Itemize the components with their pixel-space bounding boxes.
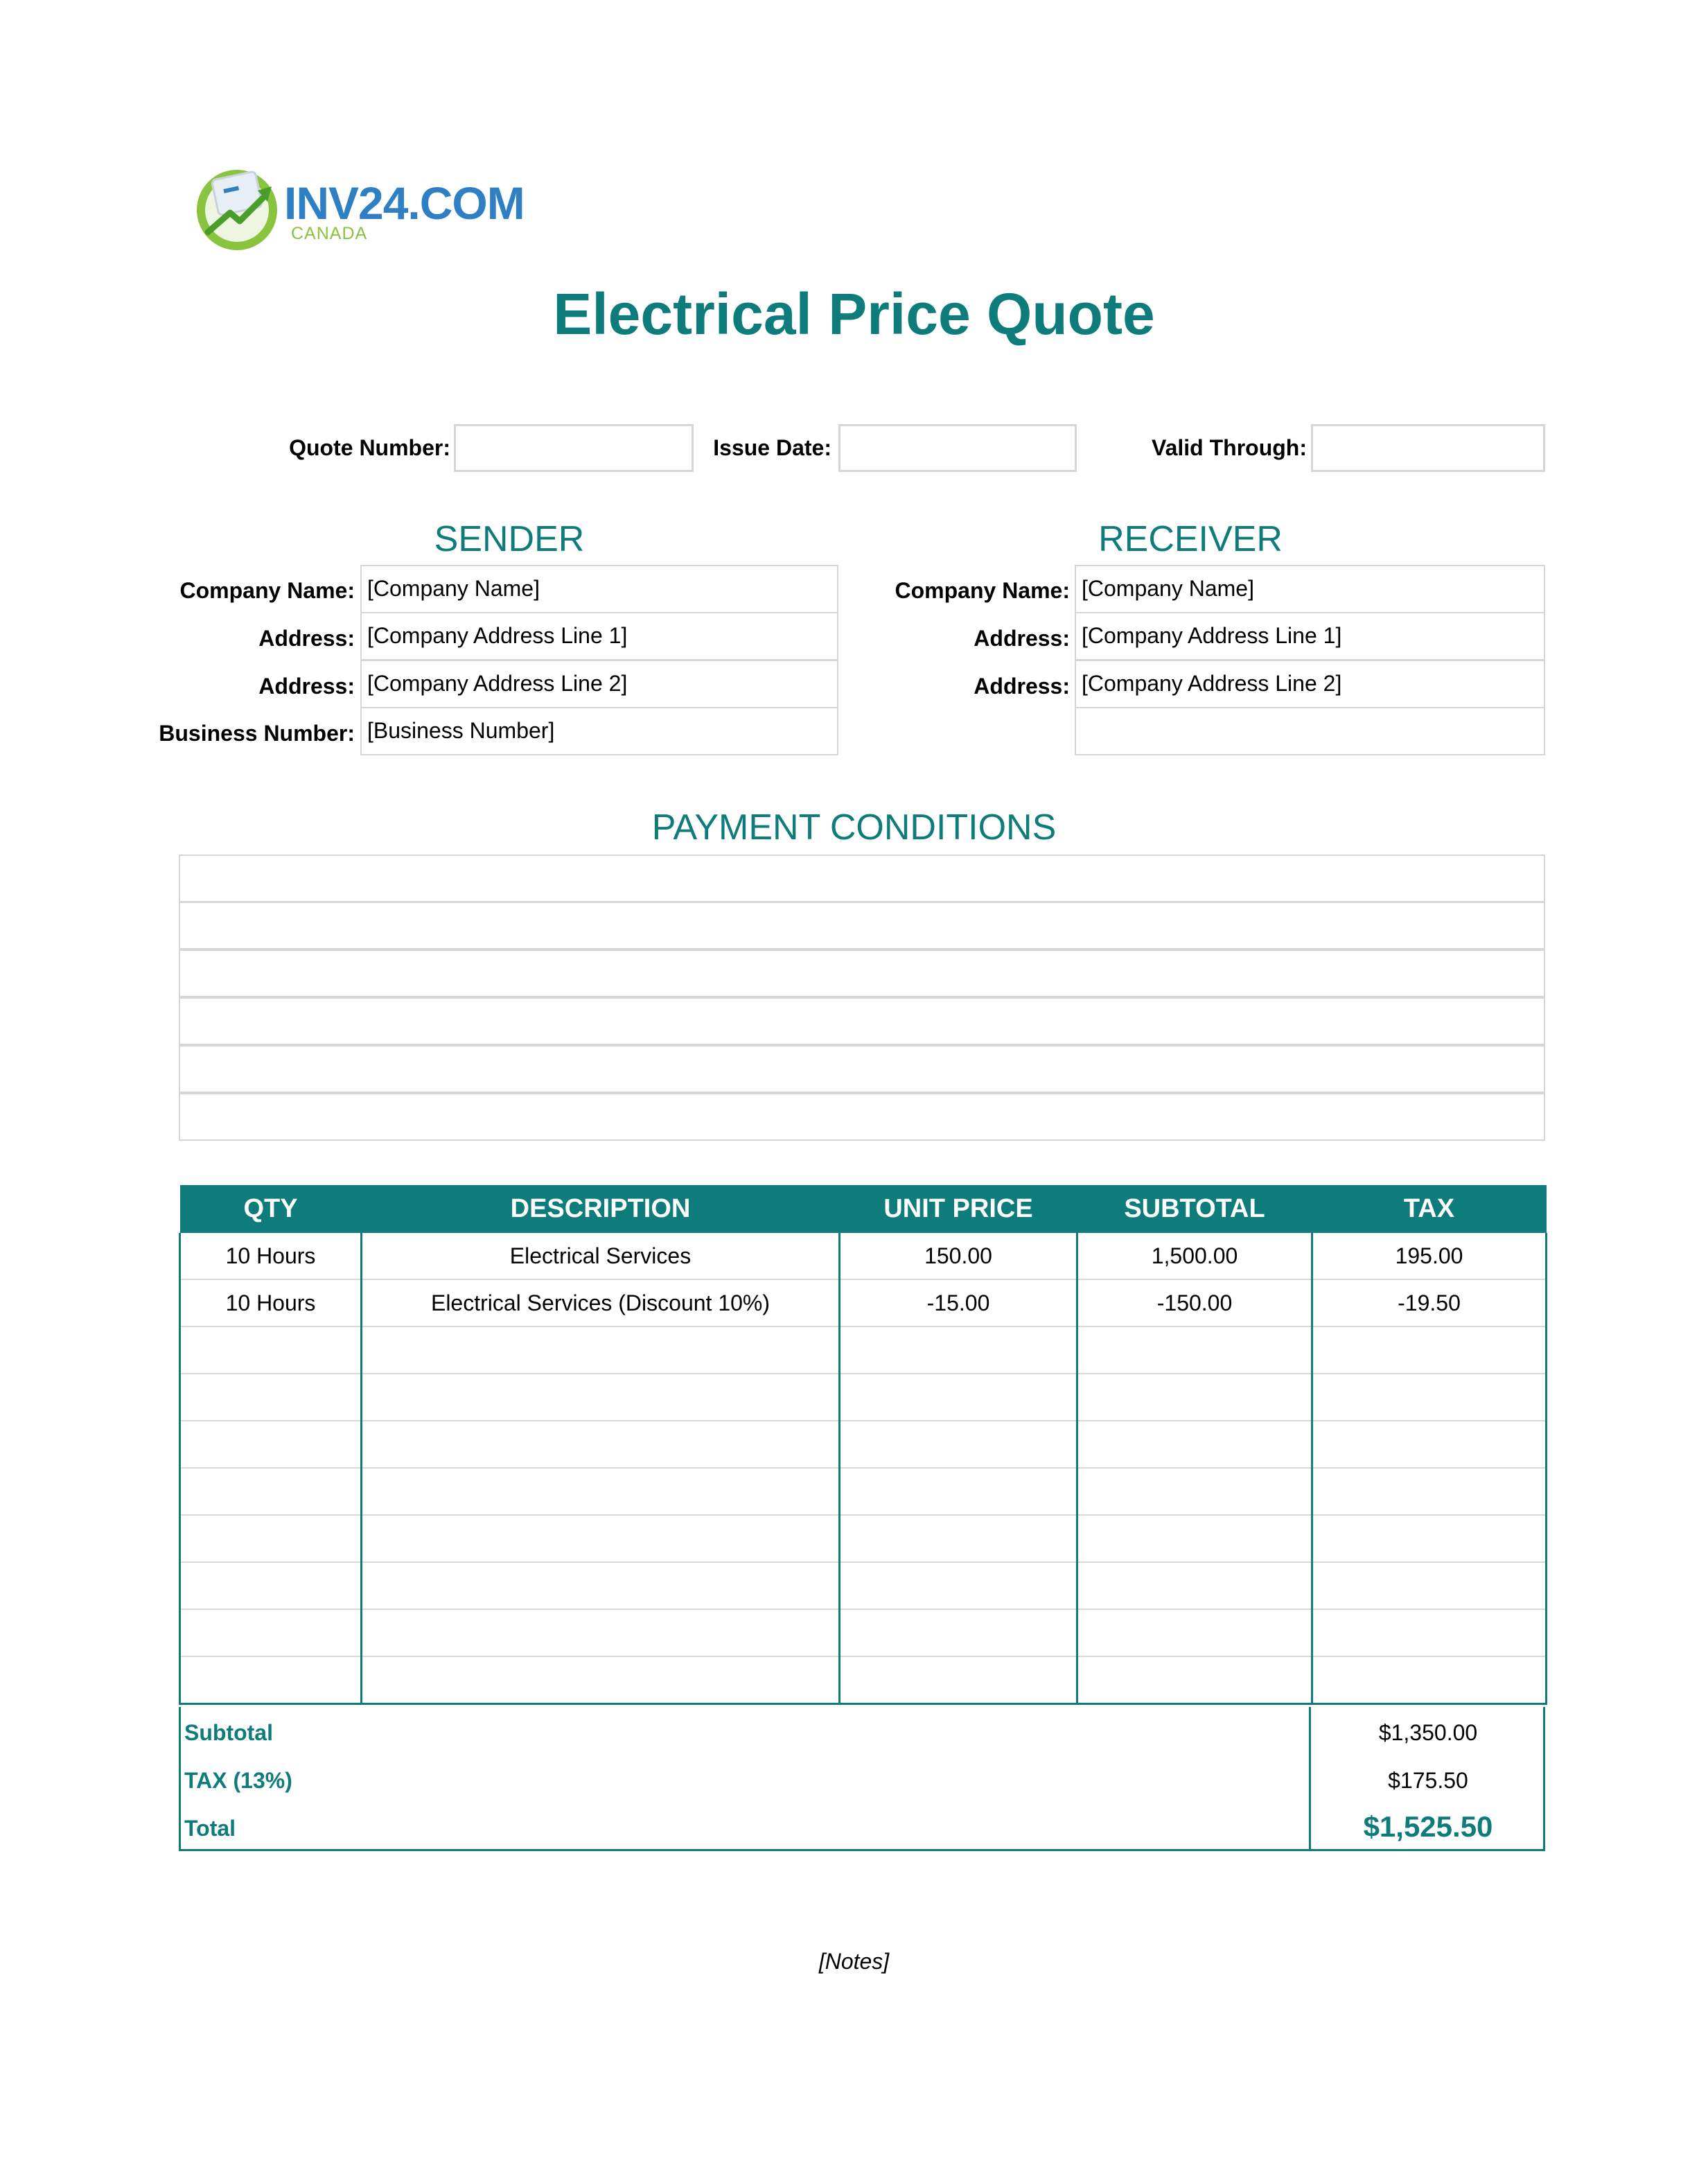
- table-row: [180, 1468, 1547, 1515]
- receiver-extra-field[interactable]: [1075, 707, 1545, 755]
- qty-cell[interactable]: [180, 1326, 362, 1374]
- unit-price-cell[interactable]: [840, 1609, 1077, 1656]
- receiver-address1-field[interactable]: [Company Address Line 1]: [1075, 612, 1545, 660]
- receiver-company-label: Company Name:: [895, 578, 1070, 603]
- description-cell[interactable]: [362, 1656, 840, 1704]
- subtotal-cell[interactable]: 1,500.00: [1077, 1233, 1312, 1279]
- subtotal-cell[interactable]: [1077, 1326, 1312, 1374]
- table-row: [180, 1421, 1547, 1468]
- unit-price-cell[interactable]: 150.00: [840, 1233, 1077, 1279]
- sender-address1-field[interactable]: [Company Address Line 1]: [360, 612, 838, 660]
- payment-condition-line[interactable]: [179, 1093, 1545, 1141]
- qty-cell[interactable]: [180, 1609, 362, 1656]
- subtotal-value: $1,350.00: [1378, 1720, 1478, 1745]
- issue-date-label: Issue Date:: [713, 435, 831, 460]
- table-row: [180, 1233, 1547, 1279]
- total-label: Total: [184, 1816, 236, 1841]
- sender-title: SENDER: [434, 519, 585, 559]
- description-cell[interactable]: [362, 1609, 840, 1656]
- description-cell[interactable]: [362, 1468, 840, 1515]
- qty-cell[interactable]: [180, 1374, 362, 1421]
- qty-cell[interactable]: 10 Hours: [180, 1279, 362, 1326]
- total-value: $1,525.50: [1363, 1810, 1493, 1843]
- tax-header: TAX: [1312, 1185, 1547, 1233]
- unit-price-header: UNIT PRICE: [840, 1185, 1077, 1233]
- unit-price-cell[interactable]: [840, 1656, 1077, 1704]
- subtotal-cell[interactable]: [1077, 1515, 1312, 1562]
- description-cell[interactable]: [362, 1326, 840, 1374]
- tax-cell[interactable]: [1312, 1656, 1547, 1704]
- qty-cell[interactable]: [180, 1468, 362, 1515]
- description-cell[interactable]: Electrical Services (Discount 10%): [362, 1279, 840, 1326]
- subtotal-header: SUBTOTAL: [1077, 1185, 1312, 1233]
- tax-cell[interactable]: [1312, 1562, 1547, 1609]
- payment-condition-line[interactable]: [179, 1045, 1545, 1093]
- brand-name: INV24.COM: [284, 177, 525, 229]
- payment-condition-line[interactable]: [179, 902, 1545, 949]
- valid-through-label: Valid Through:: [1152, 435, 1307, 460]
- qty-cell[interactable]: [180, 1421, 362, 1468]
- sender-address2-field[interactable]: [Company Address Line 2]: [360, 660, 838, 708]
- unit-price-cell[interactable]: -15.00: [840, 1279, 1077, 1326]
- payment-condition-line[interactable]: [179, 997, 1545, 1045]
- tax-cell[interactable]: [1312, 1468, 1547, 1515]
- receiver-address2-field[interactable]: [Company Address Line 2]: [1075, 660, 1545, 708]
- subtotal-cell[interactable]: [1077, 1562, 1312, 1609]
- payment-conditions-title: PAYMENT CONDITIONS: [651, 807, 1057, 848]
- unit-price-cell[interactable]: [840, 1421, 1077, 1468]
- logo-mark-icon: [194, 163, 284, 253]
- qty-header: QTY: [180, 1185, 362, 1233]
- tax-value: $175.50: [1388, 1768, 1468, 1793]
- subtotal-cell[interactable]: -150.00: [1077, 1279, 1312, 1326]
- table-row: [180, 1562, 1547, 1609]
- table-row: [180, 1609, 1547, 1656]
- tax-cell[interactable]: [1312, 1326, 1547, 1374]
- payment-condition-line[interactable]: [179, 949, 1545, 997]
- description-cell[interactable]: [362, 1562, 840, 1609]
- unit-price-cell[interactable]: [840, 1326, 1077, 1374]
- receiver-title: RECEIVER: [1098, 519, 1283, 559]
- tax-cell[interactable]: -19.50: [1312, 1279, 1547, 1326]
- notes[interactable]: [Notes]: [818, 1949, 890, 1974]
- subtotal-cell[interactable]: [1077, 1421, 1312, 1468]
- sender-company-field[interactable]: [Company Name]: [360, 565, 838, 613]
- description-cell[interactable]: Electrical Services: [362, 1233, 840, 1279]
- qty-cell[interactable]: [180, 1656, 362, 1704]
- receiver-address1-label: Address:: [974, 626, 1070, 651]
- tax-cell[interactable]: 195.00: [1312, 1233, 1547, 1279]
- issue-date-field[interactable]: [838, 424, 1077, 472]
- table-row: [180, 1656, 1547, 1704]
- description-header: DESCRIPTION: [362, 1185, 840, 1233]
- receiver-address2-label: Address:: [974, 674, 1070, 699]
- table-row: [180, 1515, 1547, 1562]
- qty-cell[interactable]: [180, 1515, 362, 1562]
- description-cell[interactable]: [362, 1374, 840, 1421]
- tax-cell[interactable]: [1312, 1421, 1547, 1468]
- unit-price-cell[interactable]: [840, 1468, 1077, 1515]
- items-header-row: [180, 1185, 1547, 1233]
- table-row: [180, 1374, 1547, 1421]
- tax-label: TAX (13%): [184, 1768, 292, 1793]
- table-row: [180, 1326, 1547, 1374]
- sender-address1-label: Address:: [258, 626, 355, 651]
- payment-condition-line[interactable]: [179, 855, 1545, 902]
- brand-region: CANADA: [291, 224, 368, 243]
- qty-cell[interactable]: 10 Hours: [180, 1233, 362, 1279]
- unit-price-cell[interactable]: [840, 1515, 1077, 1562]
- sender-business-number-field[interactable]: [Business Number]: [360, 707, 838, 755]
- table-row: [180, 1279, 1547, 1326]
- subtotal-label: Subtotal: [184, 1720, 273, 1745]
- quote-number-label: Quote Number:: [289, 435, 450, 460]
- sender-business-number-label: Business Number:: [159, 721, 355, 746]
- sender-address2-label: Address:: [258, 674, 355, 699]
- tax-cell[interactable]: [1312, 1374, 1547, 1421]
- subtotal-cell[interactable]: [1077, 1374, 1312, 1421]
- valid-through-field[interactable]: [1311, 424, 1545, 472]
- subtotal-cell[interactable]: [1077, 1656, 1312, 1704]
- qty-cell[interactable]: [180, 1562, 362, 1609]
- subtotal-cell[interactable]: [1077, 1609, 1312, 1656]
- description-cell[interactable]: [362, 1515, 840, 1562]
- description-cell[interactable]: [362, 1421, 840, 1468]
- unit-price-cell[interactable]: [840, 1374, 1077, 1421]
- sender-company-label: Company Name:: [179, 578, 355, 603]
- unit-price-cell[interactable]: [840, 1562, 1077, 1609]
- tax-cell[interactable]: [1312, 1609, 1547, 1656]
- document-title: Electrical Price Quote: [553, 281, 1155, 347]
- items-table: [179, 1185, 1547, 1705]
- subtotal-cell[interactable]: [1077, 1468, 1312, 1515]
- receiver-company-field[interactable]: [Company Name]: [1075, 565, 1545, 613]
- tax-cell[interactable]: [1312, 1515, 1547, 1562]
